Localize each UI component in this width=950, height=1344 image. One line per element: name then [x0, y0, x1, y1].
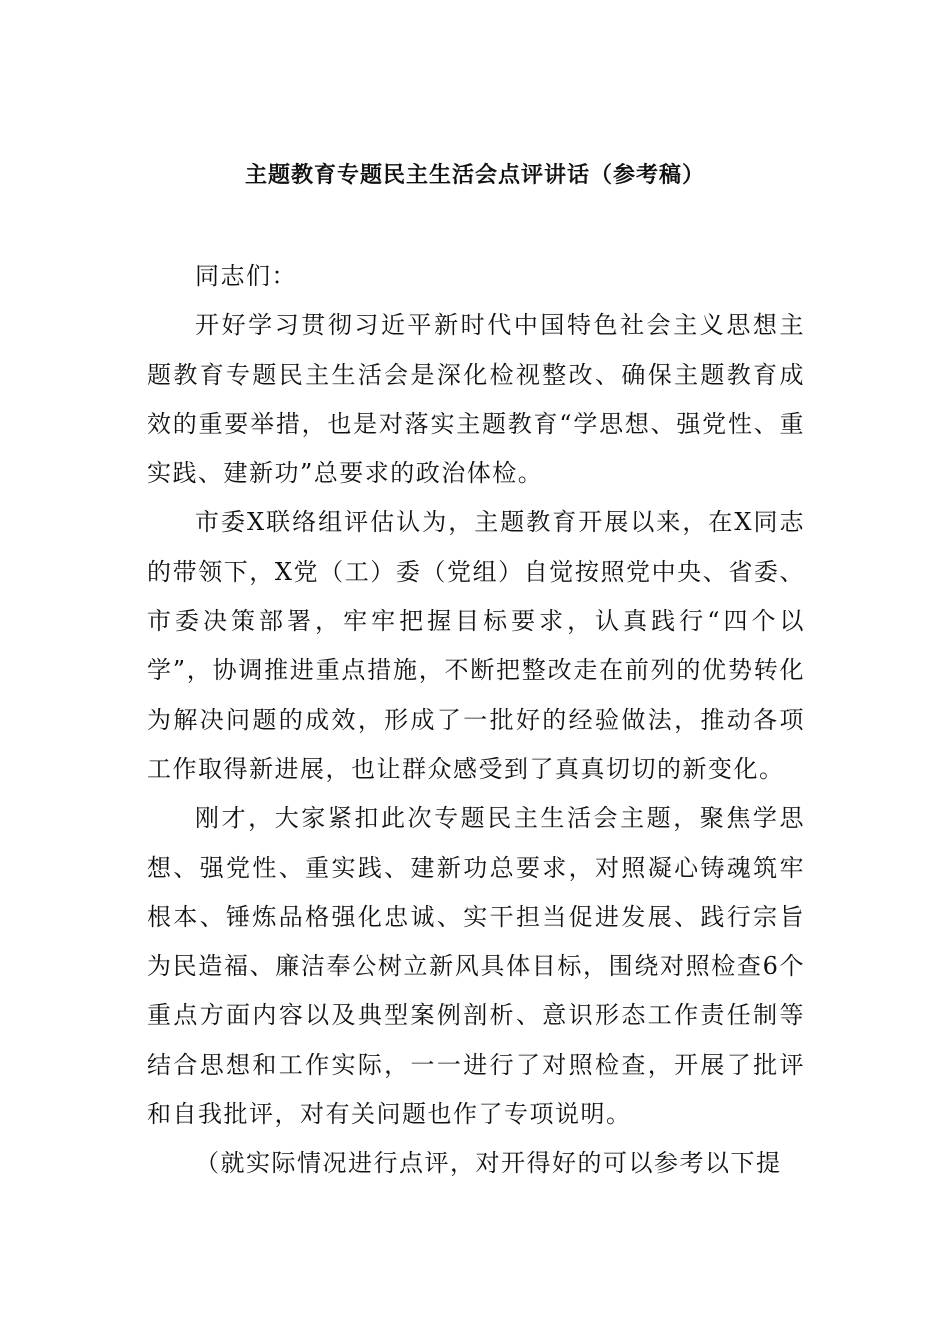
document-title: 主题教育专题民主生活会点评讲话（参考稿） — [244, 163, 705, 188]
document-body — [147, 252, 805, 1189]
paragraph-1: 开好学习贯彻习近平新时代中国特色社会主义思想主题教育专题民主生活会是深化检视整改、确保主题教育成效的重要举措，也是对落实主题教育“学思想、强党性、重实践、建新功”总要求的政治体检。 — [147, 311, 805, 488]
paragraph-2: 市委X联络组评估认为，主题教育开展以来，在X同志的带领下，X党（工）委（党组）自觉按照党中央、省委、市委决策部署，牢牢把握目标要求，认真践行“四个以学”，协调推进重点措施，不断把整改走在前列的优势转化为解决问题的成效，形成了一批好的经验做法，推动各项工作取得新进展，也让群众感受到了真真切切的新变化。 — [147, 508, 805, 783]
paragraph-4: （就实际情况进行点评，对开得好的可以参考以下提 — [195, 1149, 782, 1178]
paragraph-salutation: 同志们： — [195, 262, 297, 290]
paragraph-3: 刚才，大家紧扣此次专题民主生活会主题，聚焦学思想、强党性、重实践、建新功总要求，对照凝心铸魂筑牢根本、锤炼品格强化忠诚、实干担当促进发展、践行宗旨为民造福、廉洁奉公树立新风具体目标，围绕对照检查6个重点方面内容以及典型案例剖析、意识形态工作责任制等结合思想和工作实际，一一进行了对照检查，开展了批评和自我批评，对有关问题也作了专项说明。 — [147, 804, 805, 1129]
